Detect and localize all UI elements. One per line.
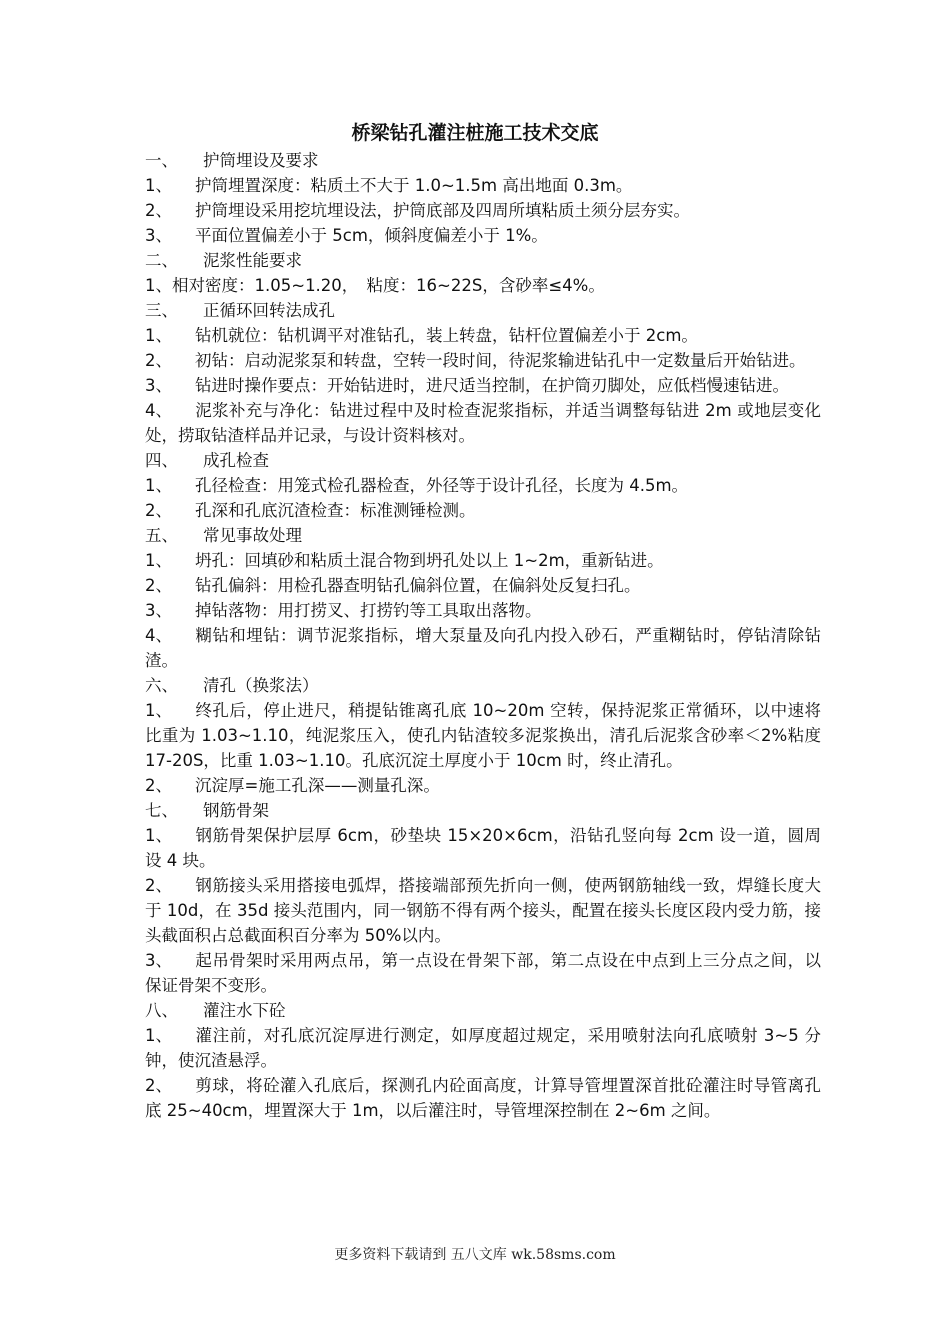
- item-text: 起吊骨架时采用两点吊，第一点设在骨架下部，第二点设在中点到上三分点之间，以保证骨架不变形。: [145, 951, 821, 995]
- section-heading: [145, 998, 821, 1023]
- item-number: 3、: [145, 376, 172, 395]
- section-heading-text: 护筒埋设及要求: [203, 151, 319, 170]
- section-heading-text: 常见事故处理: [203, 526, 302, 545]
- list-item: [145, 198, 821, 223]
- item-text: 护筒埋设采用挖坑埋设法，护筒底部及四周所填粘质土须分层夯实。: [195, 201, 690, 220]
- list-item: [145, 223, 821, 248]
- section-heading-text: 正循环回转法成孔: [203, 301, 335, 320]
- item-text: 掉钻落物：用打捞叉、打捞钓等工具取出落物。: [195, 601, 542, 620]
- list-item: [145, 773, 821, 798]
- list-item: [145, 373, 821, 398]
- item-number: 4、: [145, 626, 172, 645]
- item-text: 沉淀厚=施工孔深——测量孔深。: [195, 776, 440, 795]
- section-number: 一、: [145, 151, 178, 170]
- item-number: 2、: [145, 351, 172, 370]
- list-item: [145, 548, 821, 573]
- item-number: 4、: [145, 401, 172, 420]
- section-number: 五、: [145, 526, 178, 545]
- item-text: 初钻：启动泥浆泵和转盘，空转一段时间，待泥浆输进钻孔中一定数量后开始钻进。: [195, 351, 806, 370]
- item-text: 相对密度：1.05~1.20， 粘度：16~22S，含砂率≤4%。: [172, 276, 605, 295]
- item-text: 钻孔偏斜：用检孔器查明钻孔偏斜位置，在偏斜处反复扫孔。: [195, 576, 641, 595]
- list-item: [145, 173, 821, 198]
- item-text: 孔径检查：用笼式检孔器检查，外径等于设计孔径，长度为 4.5m。: [195, 476, 689, 495]
- section-heading: [145, 298, 821, 323]
- section-number: 二、: [145, 251, 178, 270]
- item-text: 终孔后，停止进尺，稍提钻锥离孔底 10~20m 空转，保持泥浆正常循环，以中速将比重为 1.03~1.10，纯泥浆压入，使孔内钻渣较多泥浆换出，清孔后泥浆含砂率＜2%粘度 17-20S，比重 1.03~1.10。孔底沉淀土厚度小于 10cm 时，终止清孔。: [145, 701, 821, 770]
- item-text: 钻进时操作要点：开始钻进时，进尺适当控制，在护筒刃脚处，应低档慢速钻进。: [195, 376, 789, 395]
- item-number: 1、: [145, 326, 172, 345]
- item-number: 1、: [145, 701, 172, 720]
- item-text: 泥浆补充与净化：钻进过程中及时检查泥浆指标，并适当调整每钻进 2m 或地层变化处，捞取钻渣样品并记录，与设计资料核对。: [145, 401, 821, 445]
- item-number: 1、: [145, 1026, 172, 1045]
- item-text: 剪球，将砼灌入孔底后，探测孔内砼面高度，计算导管埋置深首批砼灌注时导管离孔底 25~40cm，埋置深大于 1m，以后灌注时，导管埋深控制在 2~6m 之间。: [145, 1076, 821, 1120]
- list-item: [145, 398, 821, 448]
- item-text: 平面位置偏差小于 5cm，倾斜度偏差小于 1%。: [195, 226, 548, 245]
- list-item: [145, 948, 821, 998]
- section-number: 四、: [145, 451, 178, 470]
- list-item: [145, 573, 821, 598]
- item-number: 2、: [145, 201, 172, 220]
- item-number: 2、: [145, 576, 172, 595]
- section-heading: [145, 798, 821, 823]
- item-number: 3、: [145, 226, 172, 245]
- item-text: 糊钻和埋钻：调节泥浆指标，增大泵量及向孔内投入砂石，严重糊钻时，停钻清除钻渣。: [145, 626, 821, 670]
- item-text: 灌注前，对孔底沉淀厚进行测定，如厚度超过规定，采用喷射法向孔底喷射 3~5 分钟，使沉渣悬浮。: [145, 1026, 821, 1070]
- list-item: [145, 498, 821, 523]
- item-text: 钢筋骨架保护层厚 6cm，砂垫块 15×20×6cm，沿钻孔竖向每 2cm 设一道，圆周设 4 块。: [145, 826, 821, 870]
- list-item: [145, 1073, 821, 1123]
- item-text: 护筒埋置深度：粘质土不大于 1.0~1.5m 高出地面 0.3m。: [195, 176, 633, 195]
- page-footer: 更多资料下载请到 五八文库 wk.58sms.com: [334, 1247, 616, 1263]
- list-item: [145, 623, 821, 673]
- section-heading: [145, 448, 821, 473]
- item-text: 钻机就位：钻机调平对准钻孔，装上转盘，钻杆位置偏差小于 2cm。: [195, 326, 698, 345]
- section-heading: [145, 248, 821, 273]
- item-number: 3、: [145, 601, 172, 620]
- list-item: [145, 823, 821, 873]
- section-heading-text: 成孔检查: [203, 451, 269, 470]
- document-body: [145, 148, 821, 1123]
- list-item: [145, 473, 821, 498]
- section-heading-text: 清孔（换浆法）: [203, 676, 319, 695]
- item-number: 2、: [145, 501, 172, 520]
- section-number: 八、: [145, 1001, 178, 1020]
- section-heading: [145, 523, 821, 548]
- section-number: 七、: [145, 801, 178, 820]
- section-number: 六、: [145, 676, 178, 695]
- section-number: 三、: [145, 301, 178, 320]
- item-number: 2、: [145, 1076, 172, 1095]
- item-number: 1、: [145, 551, 172, 570]
- section-heading: [145, 148, 821, 173]
- list-item: [145, 698, 821, 773]
- item-number: 1、: [145, 826, 172, 845]
- section-heading-text: 灌注水下砼: [203, 1001, 286, 1020]
- item-text: 孔深和孔底沉渣检查：标准测锤检测。: [195, 501, 476, 520]
- section-heading-text: 钢筋骨架: [203, 801, 269, 820]
- item-number: 2、: [145, 776, 172, 795]
- list-item: [145, 873, 821, 948]
- item-number: 2、: [145, 876, 172, 895]
- item-text: 钢筋接头采用搭接电弧焊，搭接端部预先折向一侧，使两钢筋轴线一致，焊缝长度大于 10d，在 35d 接头范围内，同一钢筋不得有两个接头，配置在接头长度区段内受力筋，接头截面积占总截面积百分率为 50%以内。: [145, 876, 821, 945]
- document-title: 桥梁钻孔灌注桩施工技术交底: [351, 122, 599, 144]
- list-item: [145, 273, 821, 298]
- item-text: 坍孔：回填砂和粘质土混合物到坍孔处以上 1~2m，重新钻进。: [195, 551, 664, 570]
- section-heading-text: 泥浆性能要求: [203, 251, 302, 270]
- item-number: 1、: [145, 476, 172, 495]
- item-number: 1、: [145, 276, 172, 295]
- list-item: [145, 1023, 821, 1073]
- list-item: [145, 598, 821, 623]
- item-number: 1、: [145, 176, 172, 195]
- list-item: [145, 323, 821, 348]
- item-number: 3、: [145, 951, 172, 970]
- section-heading: [145, 673, 821, 698]
- list-item: [145, 348, 821, 373]
